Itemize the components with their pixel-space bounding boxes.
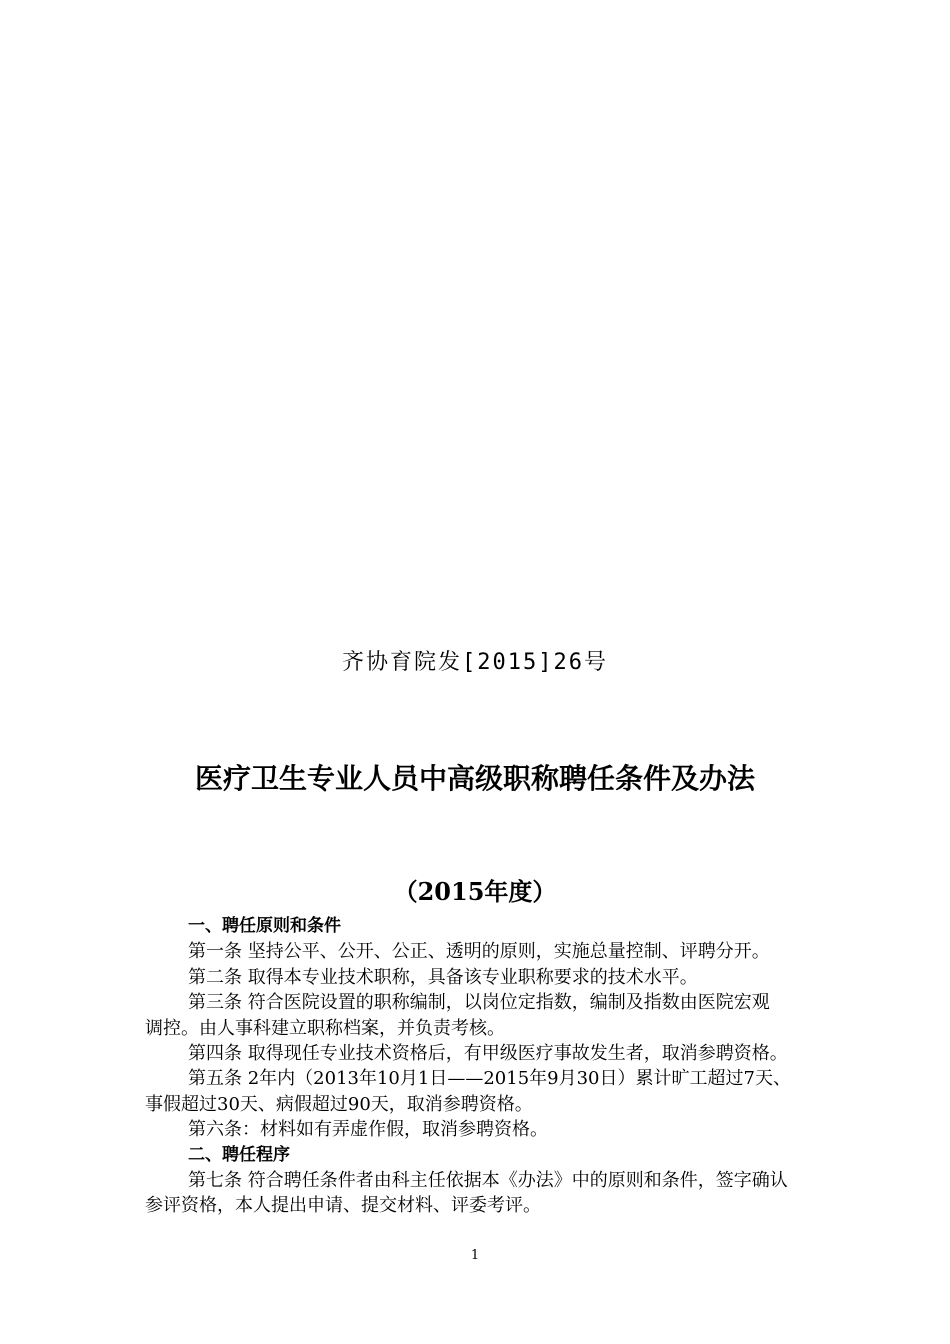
article-1: 第一条 坚持公平、公开、公正、透明的原则，实施总量控制、评聘分开。 [188, 941, 770, 963]
section-heading-1: 一、聘任原则和条件 [188, 916, 341, 936]
article-5-line-2: 事假超过30天、病假超过90天，取消参聘资格。 [145, 1093, 533, 1115]
article-7-line-1: 第七条 符合聘任条件者由科主任依据本《办法》中的原则和条件，签字确认 [188, 1169, 788, 1191]
document-year: （2015年度） [393, 877, 557, 906]
article-2: 第二条 取得本专业技术职称，具备该专业职称要求的技术水平。 [188, 966, 698, 988]
page-number: 1 [470, 1248, 480, 1263]
document-body [145, 914, 809, 1219]
article-3-line-2: 调控。由人事科建立职称档案，并负责考核。 [145, 1017, 505, 1039]
article-7-line-2: 参评资格，本人提出申请、提交材料、评委考评。 [145, 1195, 541, 1217]
article-5-line-1: 第五条 2年内（2013年10月1日——2015年9月30日）累计旷工超过7天、 [188, 1068, 791, 1090]
section-heading-2: 二、聘任程序 [188, 1144, 290, 1165]
document-title: 医疗卫生专业人员中高级职称聘任条件及办法 [194, 762, 755, 795]
document-number: 齐协育院发[2015]26号 [342, 650, 608, 675]
article-3-line-1: 第三条 符合医院设置的职称编制，以岗位定指数，编制及指数由医院宏观 [188, 992, 770, 1014]
article-4: 第四条 取得现任专业技术资格后，有甲级医疗事故发生者，取消参聘资格。 [188, 1042, 788, 1064]
article-6: 第六条：材料如有弄虚作假，取消参聘资格。 [188, 1119, 548, 1141]
